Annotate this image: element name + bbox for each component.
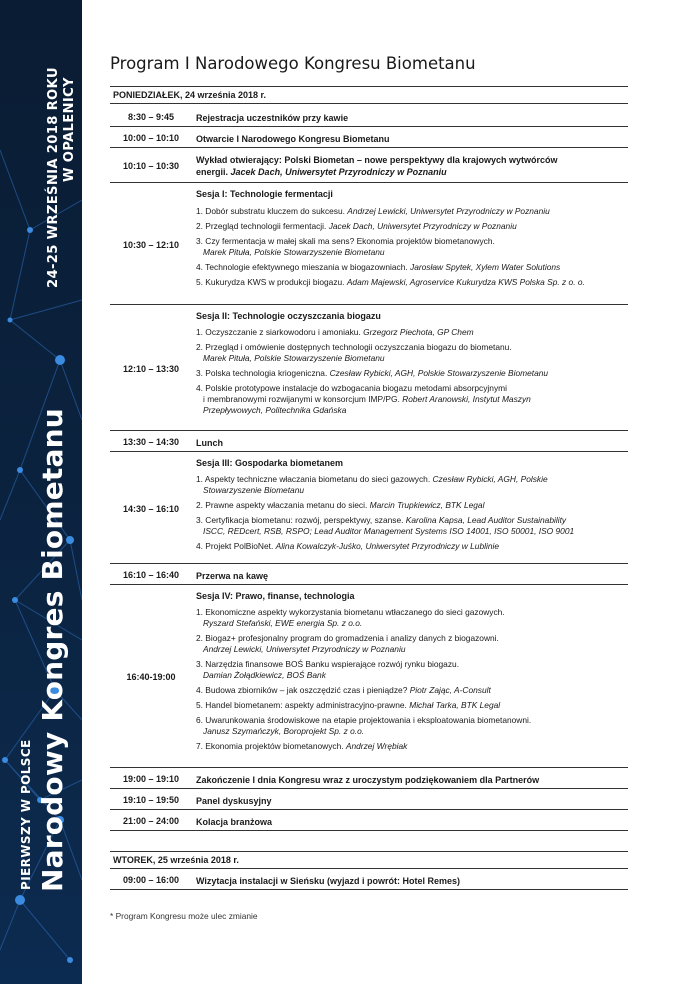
row-text: Przerwa na kawę (196, 571, 269, 581)
page-title: Program I Narodowego Kongresu Biometanu (110, 54, 476, 73)
row-time: 19:10 – 19:50 (122, 795, 180, 805)
row-text: Wizytacja instalacji w Sieńsku (wyjazd i powrót: Hotel Remes) (196, 876, 460, 886)
schedule-row (110, 812, 628, 831)
schedule-row (110, 791, 628, 810)
session-block (110, 454, 628, 564)
row-time: 16:10 – 16:40 (122, 570, 180, 580)
session-item: 4. Projekt PolBioNet. Alina Kowalczyk-Juśko, Uniwersytet Przyrodniczy w Lublinie (196, 541, 500, 551)
session-item: 2. Prawne aspekty właczania metanu do sieci. Marcin Trupkiewicz, BTK Legal (196, 500, 485, 510)
day-header: PONIEDZIAŁEK, 24 września 2018 r. (110, 86, 628, 104)
session-item: 3. Certyfikacja biometanu: rozwój, perspektywy, szanse. Karolina Kapsa, Lead Auditor Sustainability ISCC, REDcert, RSB, RSPO; Lead Auditor Management Systems ISO 14001, ISO 50001, ISO 9001 (196, 515, 575, 536)
row-text (196, 154, 628, 178)
row-time: 8:30 – 9:45 (127, 112, 175, 122)
schedule-row (110, 871, 628, 890)
session-item: 3. Czy fermentacja w małej skali ma sens? Ekonomia projektów biometanowych. Marek Pituła, Polskie Stowarzyszenie Biometanu (196, 236, 495, 257)
session-block (110, 307, 628, 431)
session-item: 4. Polskie prototypowe instalacje do wzbogacania biogazu metodami absorpcyjnymi i membranowymi rozwijanymi w konsorcjum IMP/PG. Robert Aranowski, Instytut Maszyn Przepływowych, Politechnika Gdańska (196, 383, 531, 415)
day-header: WTOREK, 25 września 2018 r. (110, 851, 628, 869)
event-date: 24-25 WRZEŚNIA 2018 ROKU (46, 67, 61, 288)
session-item: 5. Kukurydza KWS w produkcji biogazu. Adam Majewski, Agroservice Kukurydza KWS Polska Sp. z o. o. (196, 277, 585, 287)
session-item: 4. Technologie efektywnego mieszania w biogazowniach. Jarosław Spytek, Xylem Water Solutions (196, 262, 561, 272)
session-title: Sesja II: Technologie oczyszczania biogazu (196, 311, 381, 321)
row-text: Lunch (196, 438, 223, 448)
row-time: 19:00 – 19:10 (122, 774, 180, 784)
session-item: 7. Ekonomia projektów biometanowych. Andrzej Wrębiak (196, 741, 408, 751)
session-item: 4. Budowa zbiorników – jak oszczędzić czas i pieniądze? Piotr Zając, A-Consult (196, 685, 491, 695)
footnote: * Program Kongresu może ulec zmianie (110, 911, 258, 921)
session-item: 5. Handel biometanem: aspekty administracyjno-prawne. Michał Tarka, BTK Legal (196, 700, 501, 710)
session-item: 2. Przegląd i omówienie dostępnych technologii oczyszczania biogazu do biometanu. Marek Pituła, Polskie Stowarzyszenie Biometanu (196, 342, 512, 363)
row-time: 09:00 – 16:00 (122, 875, 180, 885)
session-block (110, 587, 628, 768)
row-text: Panel dyskusyjny (196, 796, 272, 806)
row-text: Zakończenie I dnia Kongresu wraz z uroczystym podziękowaniem dla Partnerów (196, 775, 540, 785)
session-item: 2. Przegląd technologii fermentacji. Jacek Dach, Uniwersytet Przyrodniczy w Poznaniu (196, 221, 517, 231)
schedule-row (110, 129, 628, 148)
lecture-title-cont: energii. (196, 167, 229, 177)
session-title: Sesja III: Gospodarka biometanem (196, 458, 344, 468)
schedule-row (110, 770, 628, 789)
row-time: 10:30 – 12:10 (122, 239, 180, 250)
session-item: 6. Uwarunkowania środowiskowe na etapie projektowania i eksploatowania biometanowni. Janusz Szymańczyk, Boroprojekt Sp. z o.o. (196, 715, 532, 736)
sidebar-banner (0, 0, 82, 984)
schedule-row (110, 566, 628, 585)
session-item: 1. Dobór substratu kluczem do sukcesu. Andrzej Lewicki, Uniwersytet Przyrodniczy w Poznaniu (196, 206, 550, 216)
session-title: Sesja IV: Prawo, finanse, technologia (196, 591, 355, 601)
row-time: 12:10 – 13:30 (122, 363, 180, 374)
row-time: 14:30 – 16:10 (122, 503, 180, 514)
row-time: 10:00 – 10:10 (122, 133, 180, 143)
session-item: 1. Ekonomiczne aspekty wykorzystania biometanu wtłaczanego do sieci gazowych. Ryszard Stefański, EWE energia Sp. z o.o. (196, 607, 505, 628)
tagline: PIERWSZY W POLSCE (19, 739, 33, 890)
row-time: 10:10 – 10:30 (122, 161, 180, 171)
session-item: 1. Oczyszczanie z siarkowodoru i amoniaku. Grzegorz Piechota, GP Chem (196, 327, 474, 337)
session-item: 1. Aspekty techniczne właczania biometanu do sieci gazowych. Czesław Rybicki, AGH, Polskie Stowarzyszenie Biometanu (196, 474, 548, 495)
session-block (110, 185, 628, 305)
schedule-row (110, 108, 628, 127)
congress-name: Narodowy Kongres Biometanu (36, 408, 69, 892)
session-item: 2. Biogaz+ profesjonalny program do gromadzenia i analizy danych z biogazowni. Andrzej Lewicki, Uniwersytet Przyrodniczy w Poznaniu (196, 633, 499, 654)
row-text: Kolacja branżowa (196, 817, 273, 827)
session-title: Sesja I: Technologie fermentacji (196, 189, 333, 199)
schedule-row (110, 433, 628, 452)
lecture-speaker: Jacek Dach, Uniwersytet Przyrodniczy w Poznaniu (230, 167, 447, 177)
event-place: W OPALENICY (62, 77, 77, 182)
lecture-title: Wykład otwierający: Polski Biometan – nowe perspektywy dla krajowych wytwórców (196, 155, 558, 165)
row-text: Otwarcie I Narodowego Kongresu Biometanu (196, 134, 390, 144)
session-item: 3. Narzędzia finansowe BOŚ Banku wspierające rozwój rynku biogazu. Damian Żołądkiewicz, BOŚ Bank (196, 659, 460, 680)
schedule-row (110, 150, 628, 183)
row-time: 13:30 – 14:30 (122, 437, 180, 447)
session-item: 3. Polska technologia kriogeniczna. Czesław Rybicki, AGH, Polskie Stowarzyszenie Biometanu (196, 368, 549, 378)
row-time: 16:40-19:00 (126, 672, 176, 682)
row-time: 21:00 – 24:00 (122, 816, 180, 826)
row-text: Rejestracja uczestników przy kawie (196, 113, 349, 123)
